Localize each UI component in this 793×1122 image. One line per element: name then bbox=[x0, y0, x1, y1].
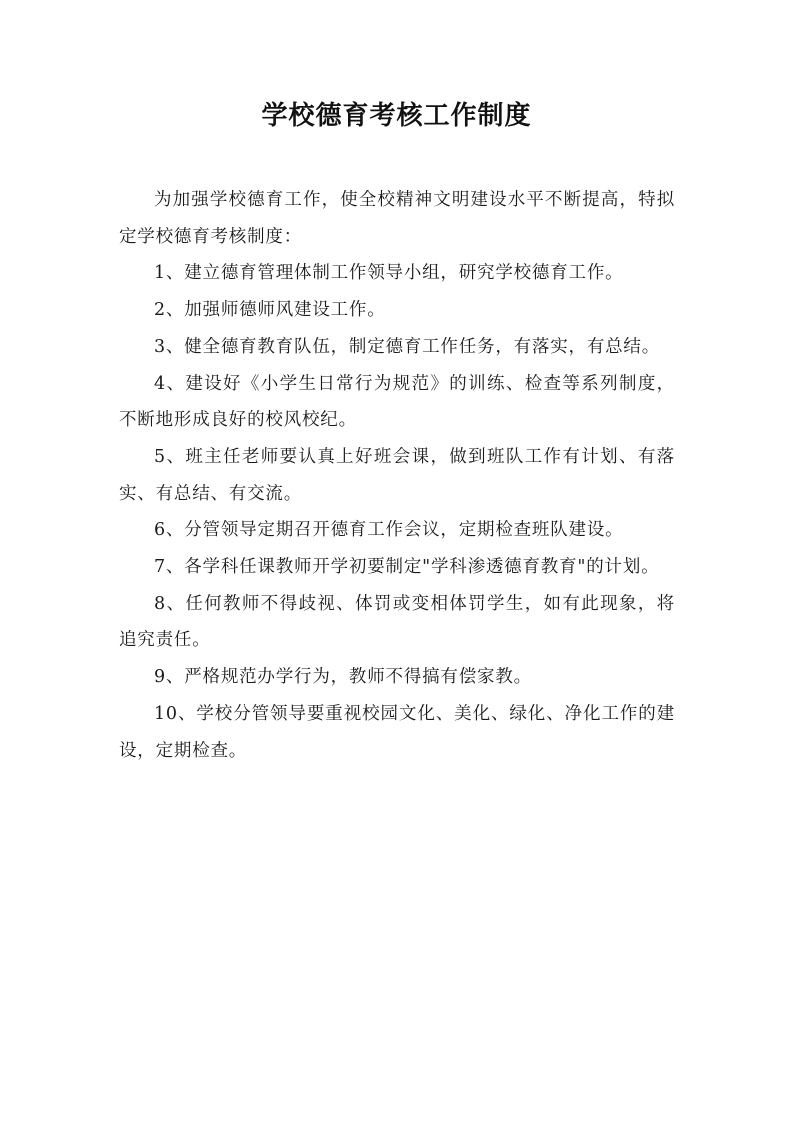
rule-item-6: 6、分管领导定期召开德育工作会议，定期检查班队建设。 bbox=[154, 520, 624, 541]
rule-item-5: 5、班主任老师要认真上好班会课，做到班队工作有计划、有落实、有总结、有交流。 bbox=[119, 446, 675, 504]
rule-item-4: 4、建设好《小学生日常行为规范》的训练、检查等系列制度，不断地形成良好的校风校纪。 bbox=[119, 373, 675, 431]
document-title: 学校德育考核工作制度 bbox=[261, 101, 532, 131]
rule-item-1: 1、建立德育管理体制工作领导小组，研究学校德育工作。 bbox=[154, 263, 624, 284]
rule-item-7: 7、各学科任课教师开学初要制定"学科渗透德育教育"的计划。 bbox=[154, 557, 660, 578]
intro-paragraph: 为加强学校德育工作，使全校精神文明建设水平不断提高，特拟定学校德育考核制度： bbox=[119, 190, 675, 247]
rule-item-8: 8、任何教师不得歧视、体罚或变相体罚学生，如有此现象，将追究责任。 bbox=[119, 593, 675, 651]
rule-item-3: 3、健全德育教育队伍，制定德育工作任务，有落实，有总结。 bbox=[154, 336, 661, 357]
rule-item-10: 10、学校分管领导要重视校园文化、美化、绿化、净化工作的建设，定期检查。 bbox=[119, 703, 675, 761]
rule-item-2: 2、加强师德师风建设工作。 bbox=[154, 300, 386, 321]
document-body bbox=[119, 182, 675, 769]
rule-item-9: 9、严格规范办学行为，教师不得搞有偿家教。 bbox=[154, 667, 532, 688]
